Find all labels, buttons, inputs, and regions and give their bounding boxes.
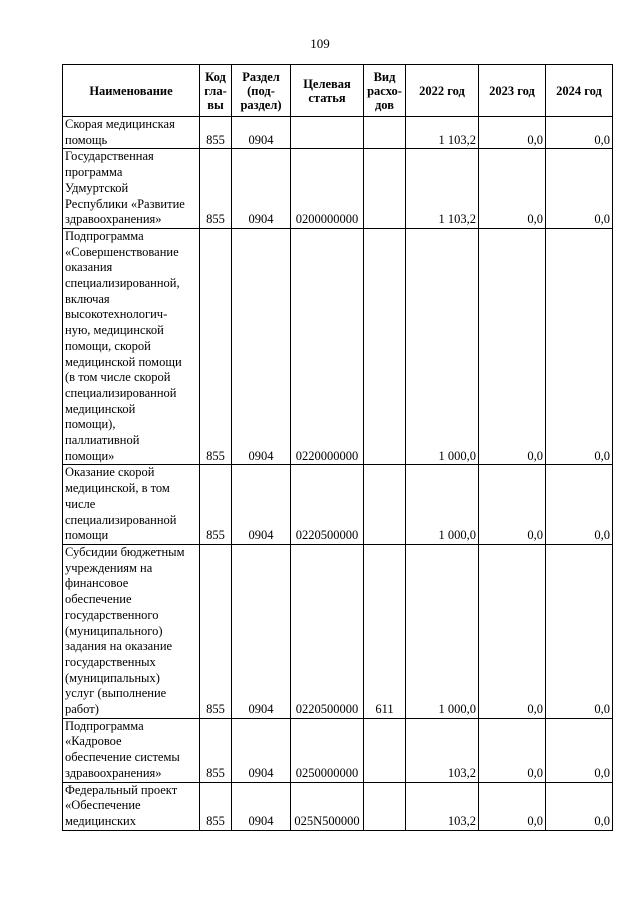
header-section: Раздел (под- раздел) [232, 65, 291, 117]
cell-name: Федеральный проект «Обеспечение медицинских [63, 782, 200, 830]
cell-2023: 0,0 [479, 544, 546, 718]
table-row [63, 782, 613, 830]
cell-2022: 1 103,2 [406, 117, 479, 149]
cell-section: 0904 [232, 782, 291, 830]
cell-2024: 0,0 [546, 718, 613, 782]
page-number: 109 [310, 36, 330, 51]
cell-expense-type [364, 465, 406, 545]
cell-section: 0904 [232, 228, 291, 465]
cell-target: 0220000000 [291, 228, 364, 465]
cell-name: Государственная программа Удмуртской Республики «Развитие здравоохранения» [63, 149, 200, 229]
cell-section: 0904 [232, 149, 291, 229]
cell-code: 855 [200, 718, 232, 782]
budget-table [62, 64, 613, 831]
cell-2023: 0,0 [479, 718, 546, 782]
cell-2023: 0,0 [479, 149, 546, 229]
table-body [63, 117, 613, 831]
cell-name: Субсидии бюджетным учреждениям на финансовое обеспечение государственного (муниципального) задания на оказание государственных (муниципальных) услуг (выполнение работ) [63, 544, 200, 718]
cell-2024: 0,0 [546, 465, 613, 545]
table-row [63, 544, 613, 718]
cell-target: 0220500000 [291, 465, 364, 545]
cell-2024: 0,0 [546, 544, 613, 718]
cell-expense-type [364, 149, 406, 229]
cell-expense-type [364, 228, 406, 465]
cell-target [291, 117, 364, 149]
cell-section: 0904 [232, 117, 291, 149]
header-name: Наименование [63, 65, 200, 117]
cell-target: 0220500000 [291, 544, 364, 718]
cell-2024: 0,0 [546, 228, 613, 465]
header-target: Целевая статья [291, 65, 364, 117]
cell-2022: 1 000,0 [406, 544, 479, 718]
table-row [63, 228, 613, 465]
cell-expense-type [364, 117, 406, 149]
header-2023: 2023 год [479, 65, 546, 117]
cell-2024: 0,0 [546, 149, 613, 229]
cell-code: 855 [200, 544, 232, 718]
cell-code: 855 [200, 149, 232, 229]
cell-name: Скорая медицинская помощь [63, 117, 200, 149]
cell-2022: 1 000,0 [406, 228, 479, 465]
header-2022: 2022 год [406, 65, 479, 117]
cell-target: 0250000000 [291, 718, 364, 782]
cell-target: 025N500000 [291, 782, 364, 830]
cell-2022: 103,2 [406, 718, 479, 782]
cell-code: 855 [200, 117, 232, 149]
cell-2023: 0,0 [479, 465, 546, 545]
header-expense-type: Вид расхо- дов [364, 65, 406, 117]
cell-section: 0904 [232, 544, 291, 718]
cell-expense-type [364, 782, 406, 830]
table-row [63, 149, 613, 229]
cell-code: 855 [200, 782, 232, 830]
cell-section: 0904 [232, 718, 291, 782]
cell-2024: 0,0 [546, 117, 613, 149]
cell-section: 0904 [232, 465, 291, 545]
header-row [63, 65, 613, 117]
cell-target: 0200000000 [291, 149, 364, 229]
header-code: Код гла- вы [200, 65, 232, 117]
cell-name: Оказание скорой медицинской, в том числе специализированной помощи [63, 465, 200, 545]
cell-expense-type: 611 [364, 544, 406, 718]
cell-expense-type [364, 718, 406, 782]
table-row [63, 465, 613, 545]
cell-2023: 0,0 [479, 117, 546, 149]
cell-2024: 0,0 [546, 782, 613, 830]
cell-name: Подпрограмма «Кадровое обеспечение системы здравоохранения» [63, 718, 200, 782]
cell-2023: 0,0 [479, 228, 546, 465]
cell-code: 855 [200, 465, 232, 545]
cell-2023: 0,0 [479, 782, 546, 830]
cell-2022: 1 103,2 [406, 149, 479, 229]
cell-code: 855 [200, 228, 232, 465]
cell-2022: 103,2 [406, 782, 479, 830]
header-2024: 2024 год [546, 65, 613, 117]
cell-name: Подпрограмма «Совершенствование оказания специализированной, включая высокотехнологич- ную, медицинской помощи, скорой медицинской помощи (в том числе скорой специализированной медицинской помощи), паллиативной помощи» [63, 228, 200, 465]
table-row [63, 718, 613, 782]
cell-2022: 1 000,0 [406, 465, 479, 545]
table-row [63, 117, 613, 149]
